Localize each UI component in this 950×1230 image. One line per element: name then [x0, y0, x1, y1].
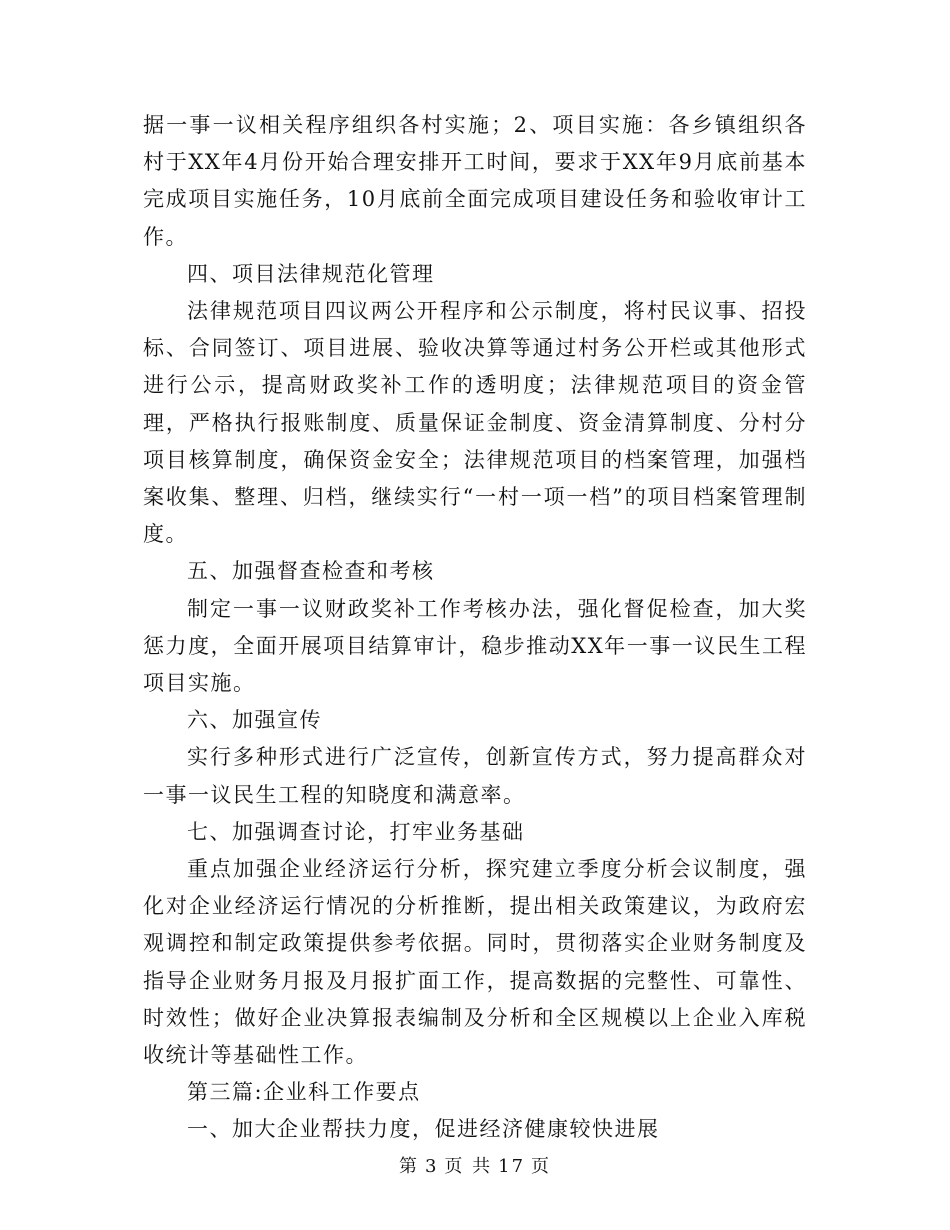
- footer-prefix: 第: [398, 1156, 419, 1177]
- page-footer: [0, 1152, 950, 1178]
- paragraph-publicity: 实行多种形式进行广泛宣传，创新宣传方式，努力提高群众对一事一议民生工程的知晓度和满意率。: [143, 745, 807, 807]
- paragraph-research: 重点加强企业经济运行分析，探究建立季度分析会议制度，强化对企业经济运行情况的分析推断，提出相关政策建议，为政府宏观调控和制定政策提供参考依据。同时，贯彻落实企业财务制度及指导企业财务月报及月报扩面工作，提高数据的完整性、可靠性、时效性；做好企业决算报表编制及分析和全区规模以上企业入库税收统计等基础性工作。: [143, 857, 807, 1068]
- page-body: [143, 107, 807, 1149]
- section-heading-6: 六、加强宣传: [187, 708, 322, 733]
- footer-suffix: 页: [531, 1156, 552, 1177]
- section-heading-7: 七、加强调查讨论，打牢业务基础: [187, 819, 525, 844]
- section-heading-1: 一、加大企业帮扶力度，促进经济健康较快进展: [187, 1117, 660, 1142]
- section-heading-4: 四、项目法律规范化管理: [187, 261, 435, 286]
- paragraph-legal-management: 法律规范项目四议两公开程序和公示制度，将村民议事、招投标、合同签订、项目进展、验收决算等通过村务公开栏或其他形式进行公示，提高财政奖补工作的透明度；法律规范项目的资金管理，严格执行报账制度、质量保证金制度、资金清算制度、分村分项目核算制度，确保资金安全；法律规范项目的档案管理，加强档案收集、整理、归档，继续实行“一村一项一档”的项目档案管理制度。: [143, 299, 807, 547]
- chapter-heading-3: 第三篇:企业科工作要点: [187, 1080, 421, 1105]
- section-heading-5: 五、加强督查检查和考核: [187, 559, 435, 584]
- footer-middle: 页 共: [444, 1156, 493, 1177]
- footer-total-pages: 17: [498, 1156, 526, 1177]
- paragraph-continuation: 据一事一议相关程序组织各村实施；2、项目实施：各乡镇组织各村于XX年4月份开始合理安排开工时间，要求于XX年9月底前基本完成项目实施任务，10月底前全面完成项目建设任务和验收审计工作。: [143, 113, 807, 249]
- footer-current-page: 3: [424, 1156, 439, 1177]
- paragraph-inspection: 制定一事一议财政奖补工作考核办法，强化督促检查，加大奖惩力度，全面开展项目结算审计，稳步推动XX年一事一议民生工程项目实施。: [143, 596, 807, 696]
